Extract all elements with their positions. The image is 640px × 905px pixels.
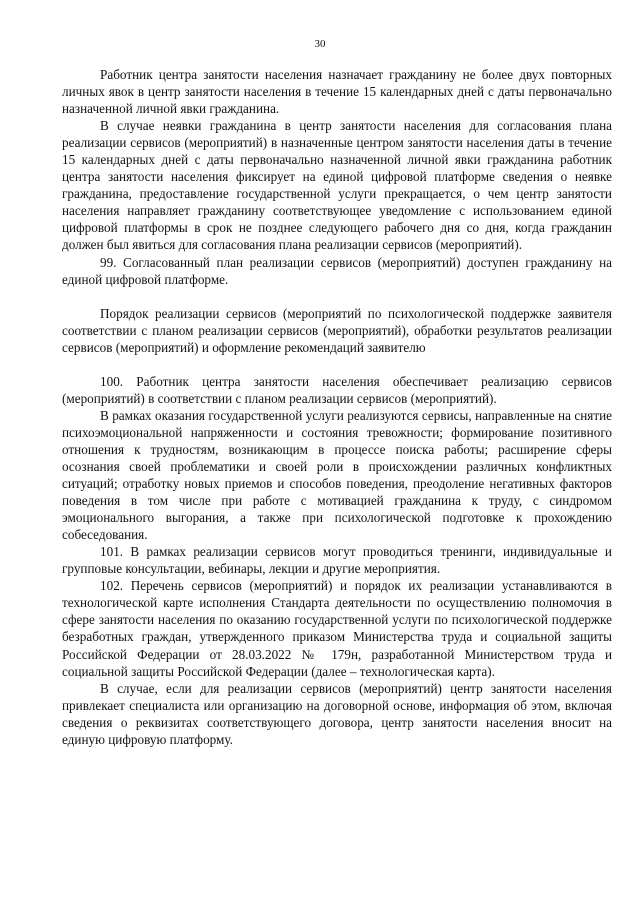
- document-body: [62, 66, 612, 748]
- paragraph: 99. Согласованный план реализации сервисов (мероприятий) доступен гражданину на единой цифровой платформе.: [62, 254, 612, 287]
- paragraph: В рамках оказания государственной услуги реализуются сервисы, направленные на снятие психоэмоциональной напряженности и состояния тревожности; формирование позитивного отношения к трудностям, возникающим в процессе поиска работы; расширение сферы осознания своей проблематики и своей роли в происхождении различных конфликтных ситуаций; отработку новых приемов и способов поведения, преодоление негативных факторов поведения в том числе при работе с мотивацией гражданина к труду, с синдромом эмоционального выгорания, а также при психологической подготовке к прохождению собеседования.: [62, 407, 612, 543]
- section-heading: Порядок реализации сервисов (мероприятий по психологической поддержке заявителя соответствии с планом реализации сервисов (мероприятий), обработки результатов реализации сервисов (мероприятий) и оформление рекомендаций заявителю: [62, 305, 612, 355]
- paragraph: 100. Работник центра занятости населения обеспечивает реализацию сервисов (мероприятий) в соответствии с планом реализации сервисов (мероприятий).: [62, 373, 612, 406]
- paragraph: В случае неявки гражданина в центр занятости населения для согласования плана реализации сервисов (мероприятий) в назначенные центром занятости населения даты в течение 15 календарных дней с даты первоначально назначенной личной явки гражданина работник центра занятости населения фиксирует на единой цифровой платформе сведения о неявке гражданина, предоставление государственной услуги прекращается, о чем центр занятости населения направляет гражданину соответствующее уведомление с использованием единой цифровой платформы в срок не позднее следующего рабочего дня со дня, когда гражданин должен был явиться для согласования плана реализации сервисов (мероприятий).: [62, 118, 612, 253]
- paragraph: Работник центра занятости населения назначает гражданину не более двух повторных личных явок в центр занятости населения в течение 15 календарных дней с даты первоначально назначенной личной явки гражданина.: [62, 67, 612, 117]
- page-number: 30: [314, 38, 326, 50]
- paragraph: В случае, если для реализации сервисов (мероприятий) центр занятости населения привлекает специалиста или организацию на договорной основе, информация об этом, включая сведения о реквизитах соответствующего договора, центр занятости населения вносит на единую цифровую платформу.: [62, 680, 612, 747]
- paragraph: 101. В рамках реализации сервисов могут проводиться тренинги, индивидуальные и групповые консультации, вебинары, лекции и другие мероприятия.: [62, 544, 612, 577]
- paragraph: 102. Перечень сервисов (мероприятий) и порядок их реализации устанавливаются в технологической карте исполнения Стандарта деятельности по осуществлению полномочия в сфере занятости населения по оказанию государственной услуги по психологической поддержке безработных граждан, утвержденного приказом Министерства труда и социальной защиты Российской Федерации от 28.03.2022 № 179н, разработанной Министерством труда и социальной защиты Российской Федерации (далее – технологическая карта).: [62, 578, 612, 679]
